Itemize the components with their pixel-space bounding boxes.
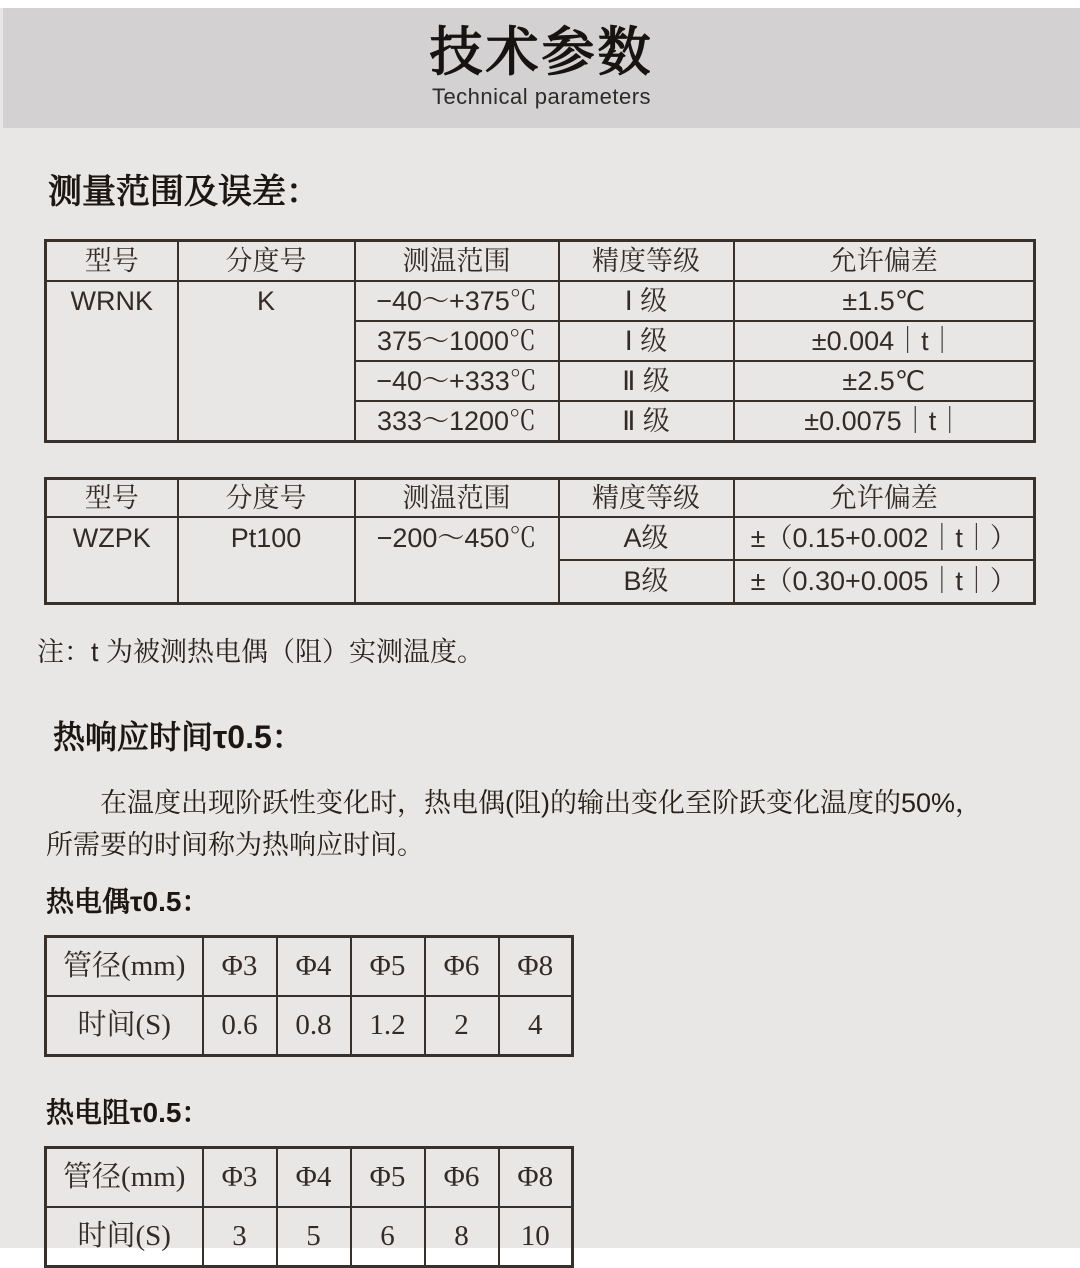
cell-accuracy-class: Ⅰ 级: [559, 321, 734, 361]
header-band: [3, 8, 1080, 128]
cell-allowed-deviation: ±0.0075｜t｜: [734, 401, 1035, 442]
table-row: [46, 281, 1035, 321]
cell-time: 0.6: [203, 996, 277, 1056]
table-header-row: [46, 241, 1035, 282]
row-header-time: 时间(S): [46, 1207, 203, 1267]
cell-accuracy-class: Ⅰ 级: [559, 281, 734, 321]
spec-table-rtd: [44, 477, 1036, 605]
cell-time: 1.2: [351, 996, 425, 1056]
col-header-temp-range: 测温范围: [355, 479, 559, 518]
cell-time: 6: [351, 1207, 425, 1267]
cell-accuracy-class: Ⅱ 级: [559, 401, 734, 442]
spec-table-thermocouple: [44, 239, 1036, 443]
cell-allowed-deviation: ±（0.30+0.005｜t｜）: [734, 560, 1035, 604]
table-row: [46, 937, 573, 997]
cell-temp-range: 333～1200℃: [355, 401, 559, 442]
cell-model: WRNK: [46, 281, 178, 442]
cell-accuracy-class: Ⅱ 级: [559, 361, 734, 401]
col-header-graduation: 分度号: [178, 241, 355, 282]
note-text: 注：t 为被测热电偶（阻）实测温度。: [37, 637, 485, 667]
response-table-rtd: [44, 1146, 574, 1268]
response-table-thermocouple: [44, 935, 574, 1057]
col-header-accuracy-class: 精度等级: [559, 479, 734, 518]
cell-temp-range: −40～+333℃: [355, 361, 559, 401]
description-line: 所需要的时间称为热响应时间。: [46, 830, 424, 860]
cell-allowed-deviation: ±1.5℃: [734, 281, 1035, 321]
sub-heading-rtd-tau: 热电阻τ0.5：: [46, 1097, 210, 1128]
cell-allowed-deviation: ±（0.15+0.002｜t｜）: [734, 517, 1035, 560]
cell-temp-range: 375～1000℃: [355, 321, 559, 361]
row-header-diameter: 管径(mm): [46, 937, 203, 997]
cell-time: 5: [277, 1207, 351, 1267]
section-heading-thermal-response: 热响应时间τ0.5：: [53, 719, 304, 755]
col-header-accuracy-class: 精度等级: [559, 241, 734, 282]
cell-diameter: Φ5: [351, 937, 425, 997]
col-header-graduation: 分度号: [178, 479, 355, 518]
cell-diameter: Φ5: [351, 1148, 425, 1208]
description-line: 在温度出现阶跃性变化时，热电偶(阻)的输出变化至阶跃变化温度的50%，: [100, 788, 983, 818]
cell-diameter: Φ8: [499, 1148, 573, 1208]
col-header-model: 型号: [46, 479, 178, 518]
cell-temp-range: −40～+375℃: [355, 281, 559, 321]
row-header-diameter: 管径(mm): [46, 1148, 203, 1208]
page-subtitle: Technical parameters: [431, 84, 652, 109]
sub-heading-thermocouple-tau: 热电偶τ0.5：: [46, 886, 210, 917]
cell-graduation: Pt100: [178, 517, 355, 604]
section-heading-measurement-range: 测量范围及误差：: [48, 173, 320, 211]
cell-temp-range: −200～450℃: [355, 517, 559, 604]
cell-time: 10: [499, 1207, 573, 1267]
cell-time: 3: [203, 1207, 277, 1267]
thermal-response-description: [44, 782, 1021, 866]
cell-diameter: Φ8: [499, 937, 573, 997]
cell-model: WZPK: [46, 517, 178, 604]
cell-diameter: Φ3: [203, 1148, 277, 1208]
cell-graduation: K: [178, 281, 355, 442]
cell-diameter: Φ4: [277, 937, 351, 997]
cell-time: 8: [425, 1207, 499, 1267]
table-row: [46, 996, 573, 1056]
col-header-model: 型号: [46, 241, 178, 282]
col-header-temp-range: 测温范围: [355, 241, 559, 282]
top-margin-strip: [0, 0, 1080, 8]
cell-time: 4: [499, 996, 573, 1056]
cell-diameter: Φ4: [277, 1148, 351, 1208]
table-row: [46, 517, 1035, 560]
cell-time: 0.8: [277, 996, 351, 1056]
cell-accuracy-class: A级: [559, 517, 734, 560]
col-header-allowed-deviation: 允许偏差: [734, 241, 1035, 282]
table-row: [46, 1148, 573, 1208]
cell-time: 2: [425, 996, 499, 1056]
cell-allowed-deviation: ±0.004｜t｜: [734, 321, 1035, 361]
table-header-row: [46, 479, 1035, 518]
row-header-time: 时间(S): [46, 996, 203, 1056]
cell-diameter: Φ6: [425, 937, 499, 997]
cell-diameter: Φ3: [203, 937, 277, 997]
table-row: [46, 1207, 573, 1267]
content: [0, 168, 1080, 1268]
cell-allowed-deviation: ±2.5℃: [734, 361, 1035, 401]
col-header-allowed-deviation: 允许偏差: [734, 479, 1035, 518]
cell-diameter: Φ6: [425, 1148, 499, 1208]
cell-accuracy-class: B级: [559, 560, 734, 604]
page-title: 技术参数: [429, 23, 654, 82]
table-gap: [44, 443, 1033, 477]
